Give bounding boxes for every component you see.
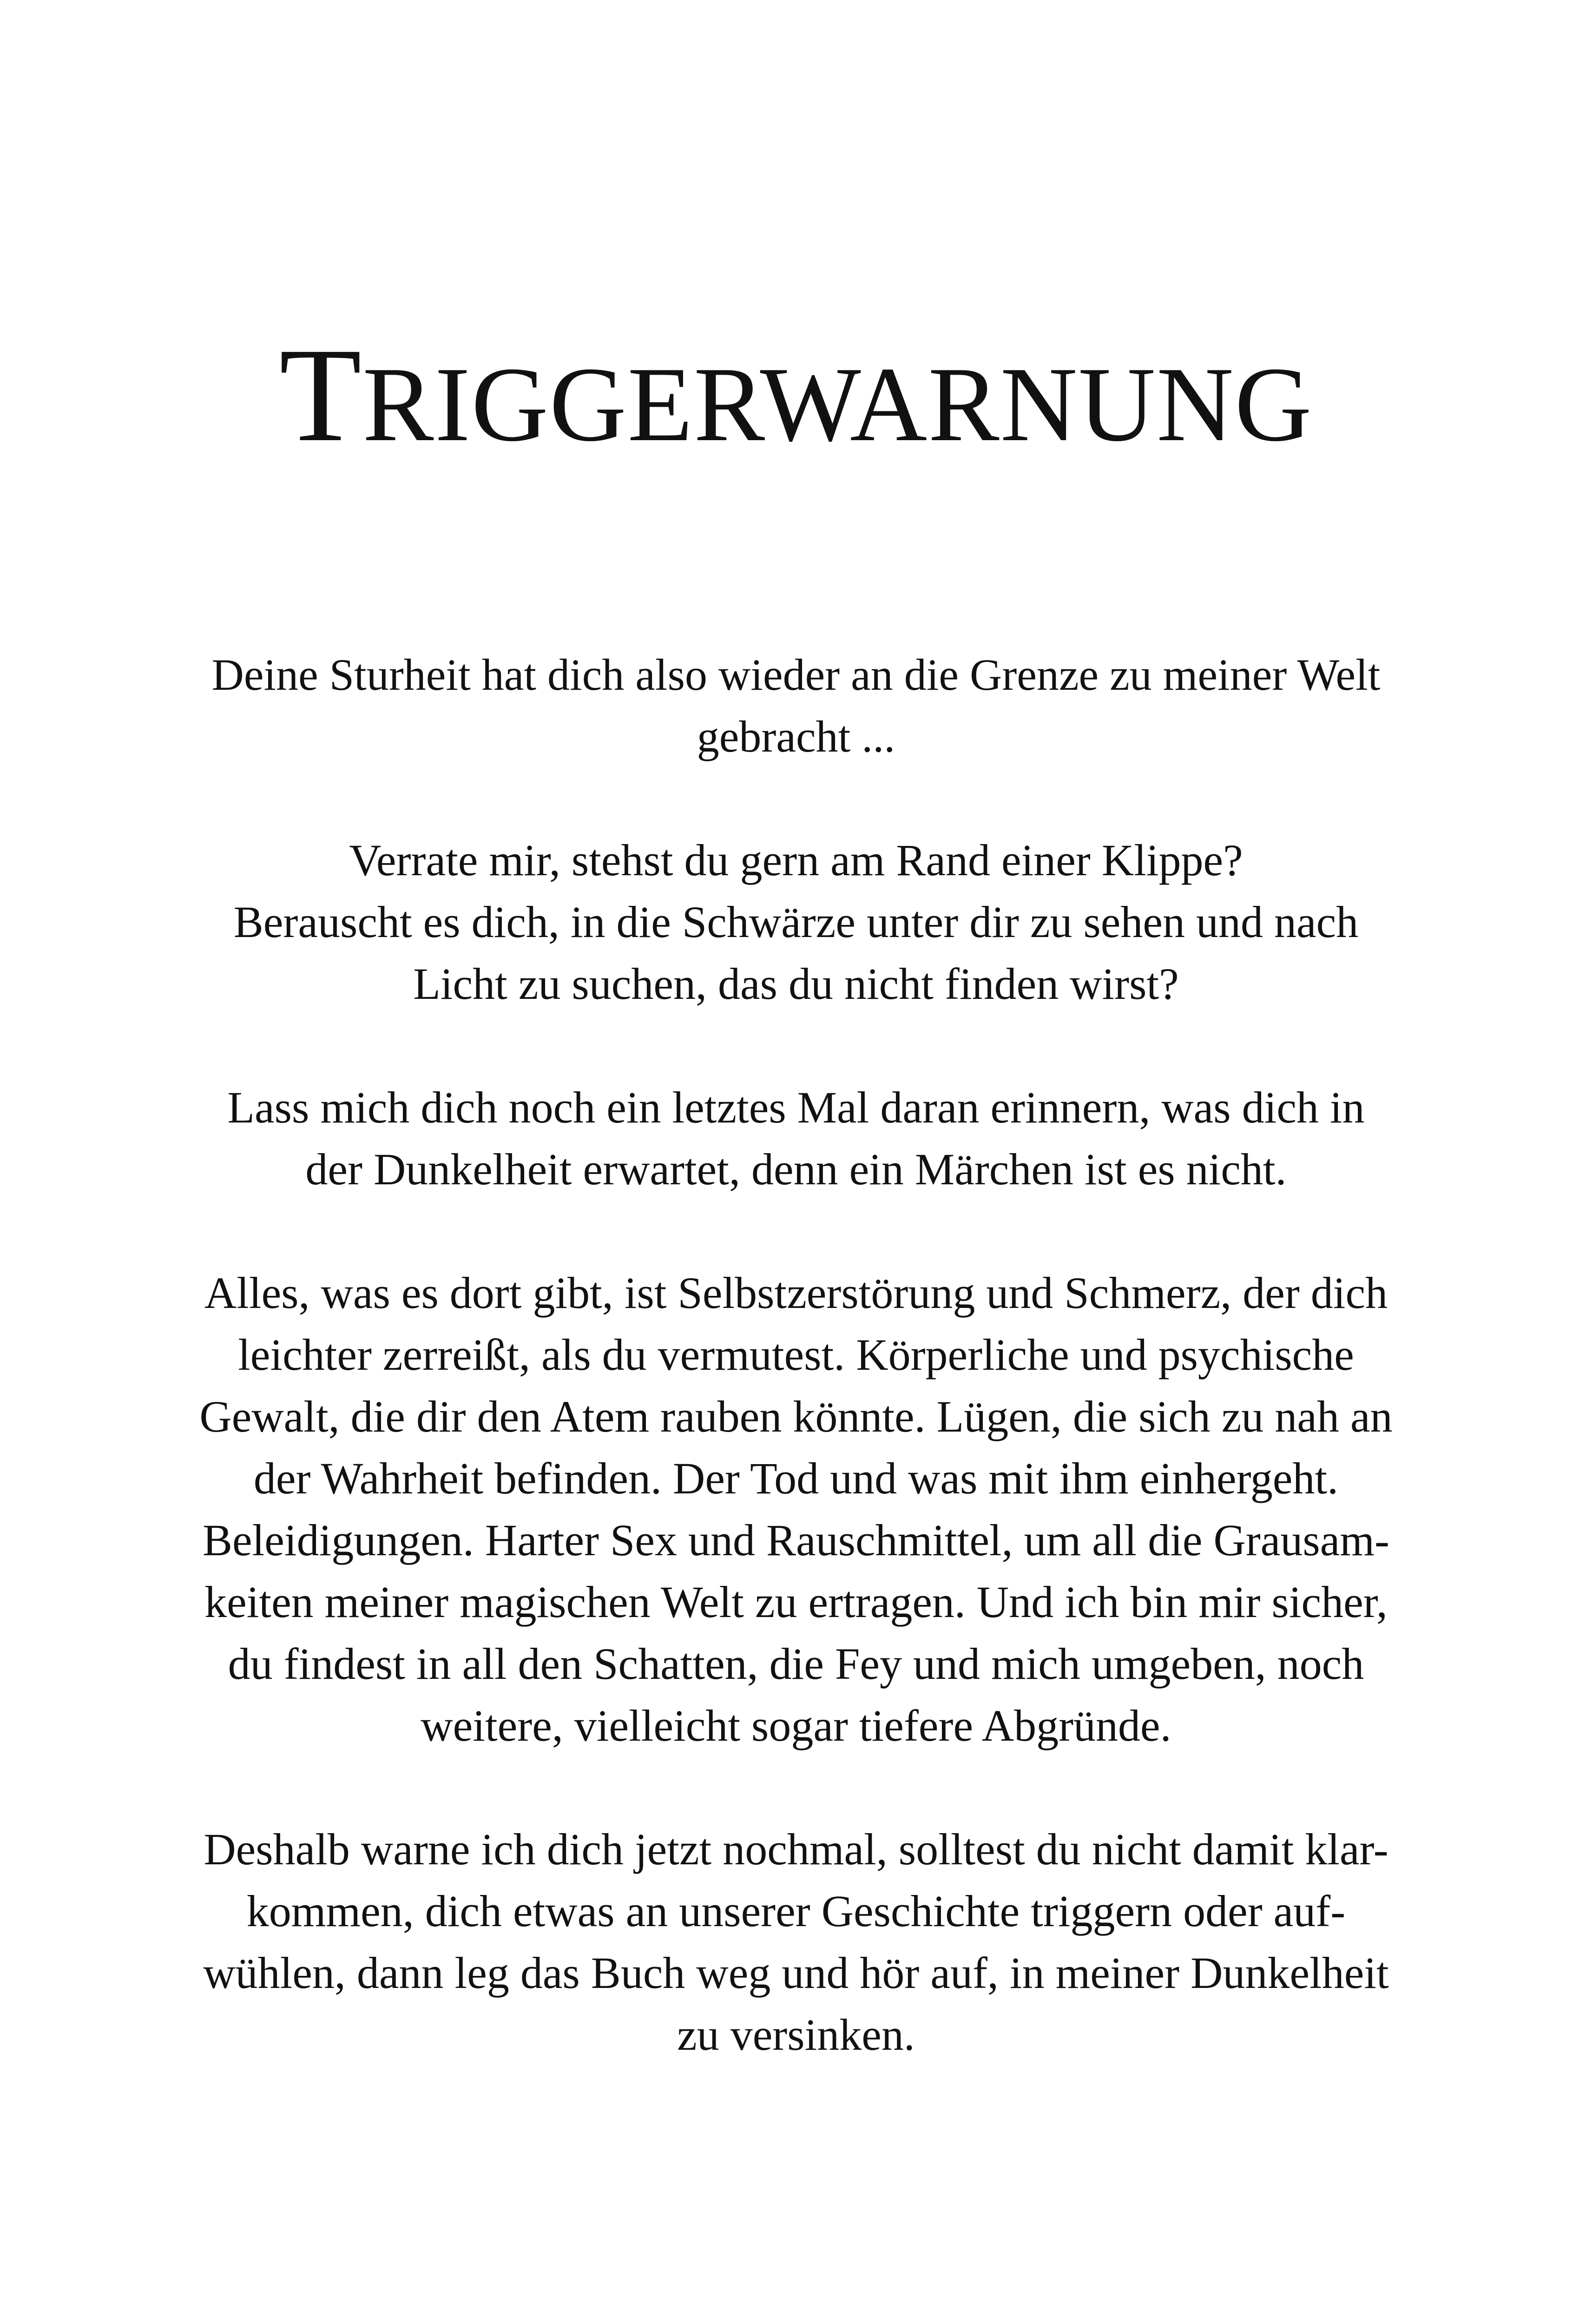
title-initial: T: [279, 320, 363, 469]
text-line: Licht zu suchen, das du nicht finden wirst?: [413, 959, 1179, 1009]
warning-text: [153, 644, 1439, 2127]
title-small-caps: RIGGERWARNUNG: [362, 345, 1313, 463]
text-line: gebracht ...: [697, 712, 895, 761]
page-title: [0, 320, 1592, 474]
text-line: Beleidigungen. Harter Sex und Rauschmittel, um all die Grausam-: [202, 1515, 1390, 1565]
text-line: Gewalt, die dir den Atem rauben könnte. Lügen, die sich zu nah an: [199, 1392, 1393, 1441]
text-line: Deine Sturheit hat dich also wieder an die Grenze zu meiner Welt: [211, 650, 1381, 700]
text-line: Lass mich dich noch ein letztes Mal daran erinnern, was dich in: [227, 1083, 1365, 1132]
paragraph-5: [153, 1818, 1439, 2066]
text-line: der Wahrheit befinden. Der Tod und was mit ihm einhergeht.: [253, 1453, 1339, 1503]
paragraph-3: [153, 1076, 1439, 1200]
text-line: Deshalb warne ich dich jetzt nochmal, solltest du nicht damit klar-: [204, 1824, 1388, 1874]
text-line: kommen, dich etwas an unserer Geschichte triggern oder auf-: [246, 1886, 1346, 1936]
text-line: zu versinken.: [677, 2010, 915, 2060]
paragraph-2: [153, 829, 1439, 1015]
text-line: Alles, was es dort gibt, ist Selbstzerstörung und Schmerz, der dich: [204, 1268, 1388, 1318]
paragraph-4: [153, 1262, 1439, 1756]
text-line: leichter zerreißt, als du vermutest. Körperliche und psychische: [238, 1330, 1354, 1380]
text-line: wühlen, dann leg das Buch weg und hör auf, in meiner Dunkelheit: [203, 1948, 1389, 1998]
text-line: weitere, vielleicht sogar tiefere Abgründe.: [421, 1701, 1171, 1750]
text-line: Berauscht es dich, in die Schwärze unter dir zu sehen und nach: [233, 897, 1359, 947]
text-line: der Dunkelheit erwartet, denn ein Märchen ist es nicht.: [305, 1144, 1287, 1194]
text-line: du findest in all den Schatten, die Fey und mich umgeben, noch: [228, 1639, 1364, 1689]
text-line: Verrate mir, stehst du gern am Rand einer Klippe?: [349, 835, 1243, 885]
paragraph-1: [153, 644, 1439, 767]
text-line: keiten meiner magischen Welt zu ertragen. Und ich bin mir sicher,: [204, 1577, 1388, 1627]
